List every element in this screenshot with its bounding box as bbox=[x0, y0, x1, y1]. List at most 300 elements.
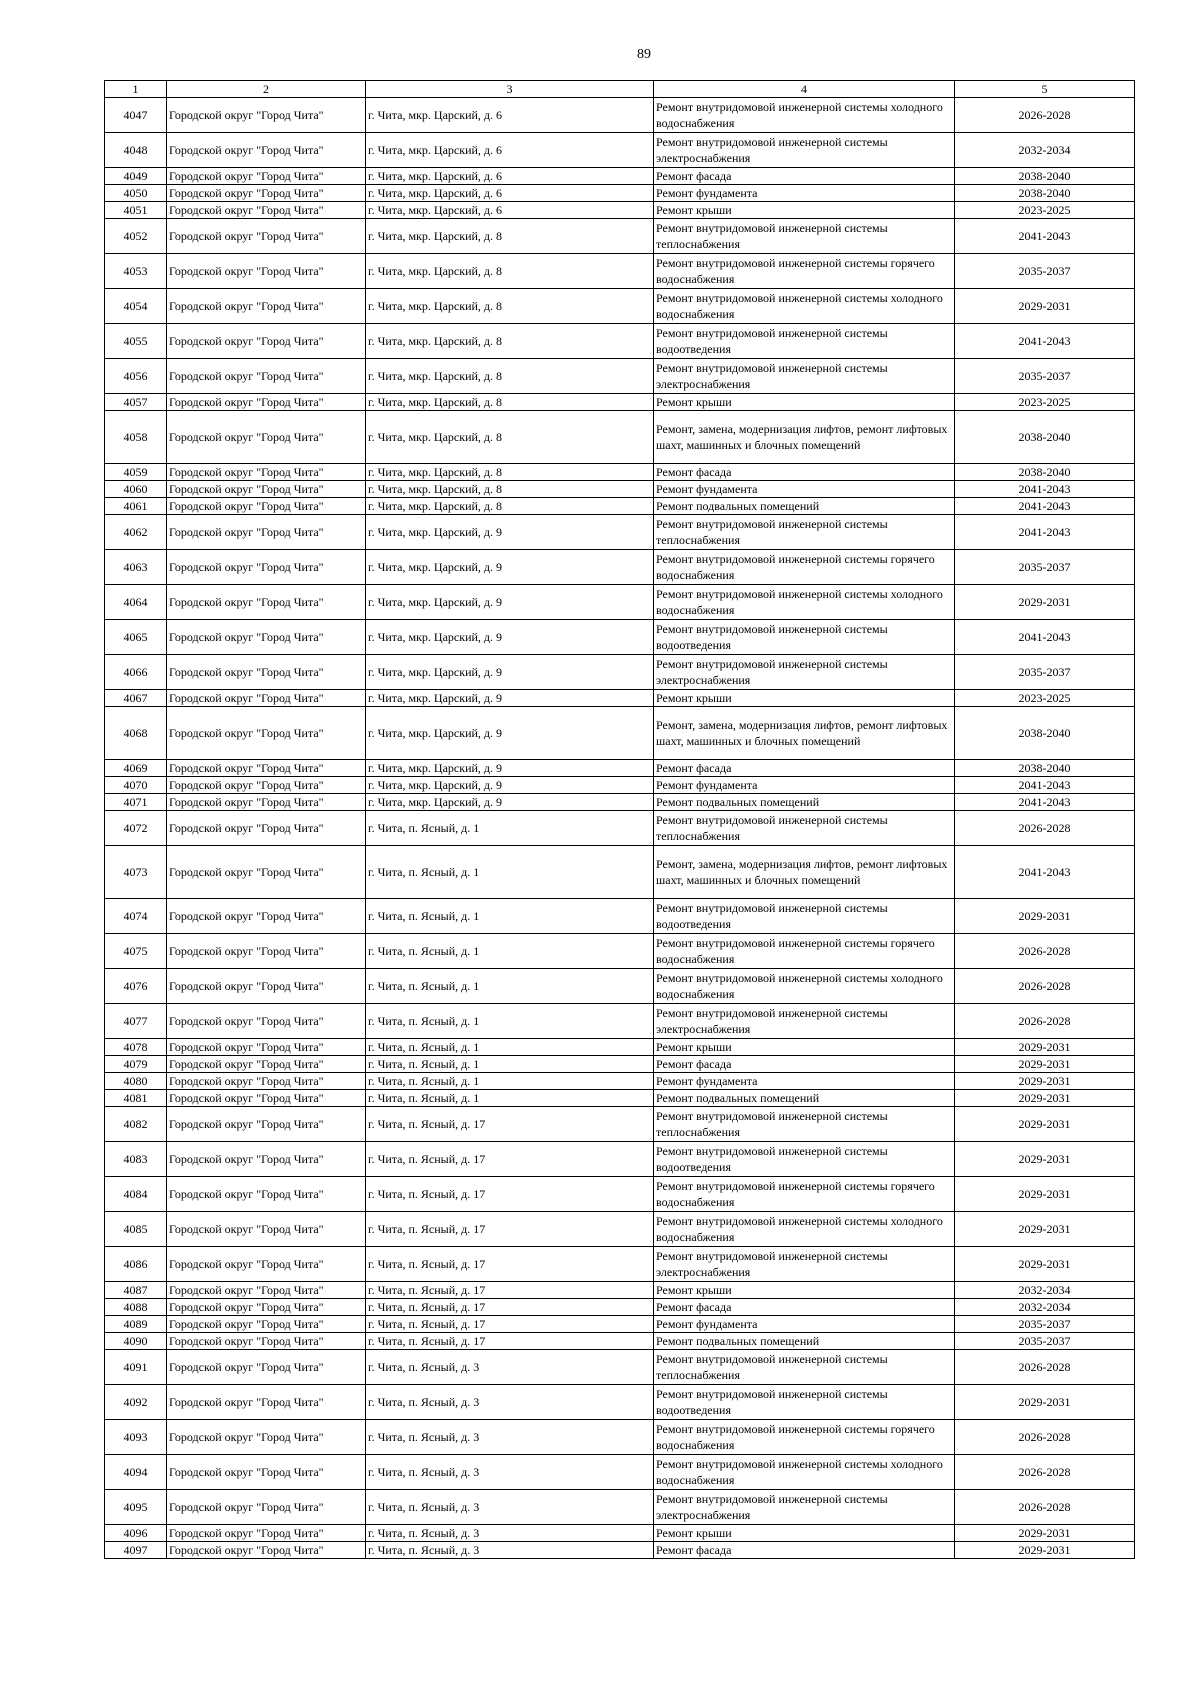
work-type-cell: Ремонт внутридомовой инженерной системы водоотведения bbox=[654, 899, 955, 934]
row-number-cell: 4076 bbox=[105, 969, 167, 1004]
table-row bbox=[105, 1282, 1135, 1299]
municipality-cell: Городской округ "Город Чита" bbox=[167, 1282, 366, 1299]
municipality-cell: Городской округ "Город Чита" bbox=[167, 620, 366, 655]
address-cell: г. Чита, мкр. Царский, д. 6 bbox=[366, 202, 654, 219]
address-cell: г. Чита, п. Ясный, д. 17 bbox=[366, 1107, 654, 1142]
period-cell: 2041-2043 bbox=[955, 794, 1135, 811]
row-number-cell: 4083 bbox=[105, 1142, 167, 1177]
table-row bbox=[105, 481, 1135, 498]
address-cell: г. Чита, п. Ясный, д. 17 bbox=[366, 1212, 654, 1247]
work-type-cell: Ремонт, замена, модернизация лифтов, ремонт лифтовых шахт, машинных и блочных помещений bbox=[654, 846, 955, 899]
row-number-cell: 4057 bbox=[105, 394, 167, 411]
row-number-cell: 4055 bbox=[105, 324, 167, 359]
row-number-cell: 4061 bbox=[105, 498, 167, 515]
municipality-cell: Городской округ "Город Чита" bbox=[167, 1316, 366, 1333]
row-number-cell: 4088 bbox=[105, 1299, 167, 1316]
address-cell: г. Чита, п. Ясный, д. 17 bbox=[366, 1333, 654, 1350]
table-row bbox=[105, 1420, 1135, 1455]
municipality-cell: Городской округ "Город Чита" bbox=[167, 185, 366, 202]
municipality-cell: Городской округ "Город Чита" bbox=[167, 1004, 366, 1039]
municipality-cell: Городской округ "Город Чита" bbox=[167, 1142, 366, 1177]
address-cell: г. Чита, п. Ясный, д. 3 bbox=[366, 1490, 654, 1525]
work-type-cell: Ремонт внутридомовой инженерной системы теплоснабжения bbox=[654, 219, 955, 254]
row-number-cell: 4070 bbox=[105, 777, 167, 794]
table-row bbox=[105, 254, 1135, 289]
address-cell: г. Чита, п. Ясный, д. 17 bbox=[366, 1316, 654, 1333]
municipality-cell: Городской округ "Город Чита" bbox=[167, 1542, 366, 1559]
work-type-cell: Ремонт фасада bbox=[654, 1542, 955, 1559]
row-number-cell: 4089 bbox=[105, 1316, 167, 1333]
period-cell: 2035-2037 bbox=[955, 1316, 1135, 1333]
address-cell: г. Чита, п. Ясный, д. 17 bbox=[366, 1177, 654, 1212]
work-type-cell: Ремонт внутридомовой инженерной системы горячего водоснабжения bbox=[654, 254, 955, 289]
table-row bbox=[105, 515, 1135, 550]
address-cell: г. Чита, мкр. Царский, д. 8 bbox=[366, 254, 654, 289]
municipality-cell: Городской округ "Город Чита" bbox=[167, 1385, 366, 1420]
address-cell: г. Чита, п. Ясный, д. 1 bbox=[366, 811, 654, 846]
period-cell: 2032-2034 bbox=[955, 1299, 1135, 1316]
work-type-cell: Ремонт внутридомовой инженерной системы горячего водоснабжения bbox=[654, 1420, 955, 1455]
work-type-cell: Ремонт фасада bbox=[654, 1299, 955, 1316]
work-type-cell: Ремонт внутридомовой инженерной системы холодного водоснабжения bbox=[654, 98, 955, 133]
work-type-cell: Ремонт внутридомовой инженерной системы электроснабжения bbox=[654, 359, 955, 394]
period-cell: 2029-2031 bbox=[955, 1247, 1135, 1282]
row-number-cell: 4049 bbox=[105, 168, 167, 185]
table-row bbox=[105, 585, 1135, 620]
municipality-cell: Городской округ "Город Чита" bbox=[167, 811, 366, 846]
table-row bbox=[105, 1316, 1135, 1333]
row-number-cell: 4065 bbox=[105, 620, 167, 655]
address-cell: г. Чита, п. Ясный, д. 3 bbox=[366, 1420, 654, 1455]
address-cell: г. Чита, п. Ясный, д. 17 bbox=[366, 1299, 654, 1316]
table-row bbox=[105, 1455, 1135, 1490]
municipality-cell: Городской округ "Город Чита" bbox=[167, 98, 366, 133]
municipality-cell: Городской округ "Город Чита" bbox=[167, 707, 366, 760]
row-number-cell: 4081 bbox=[105, 1090, 167, 1107]
work-type-cell: Ремонт крыши bbox=[654, 394, 955, 411]
table-row bbox=[105, 1212, 1135, 1247]
period-cell: 2029-2031 bbox=[955, 1039, 1135, 1056]
row-number-cell: 4086 bbox=[105, 1247, 167, 1282]
period-cell: 2038-2040 bbox=[955, 707, 1135, 760]
address-cell: г. Чита, мкр. Царский, д. 9 bbox=[366, 585, 654, 620]
row-number-cell: 4080 bbox=[105, 1073, 167, 1090]
row-number-cell: 4079 bbox=[105, 1056, 167, 1073]
table-row bbox=[105, 620, 1135, 655]
address-cell: г. Чита, мкр. Царский, д. 9 bbox=[366, 777, 654, 794]
period-cell: 2026-2028 bbox=[955, 1455, 1135, 1490]
table-row bbox=[105, 324, 1135, 359]
municipality-cell: Городской округ "Город Чита" bbox=[167, 168, 366, 185]
row-number-cell: 4078 bbox=[105, 1039, 167, 1056]
table-row bbox=[105, 1090, 1135, 1107]
row-number-cell: 4058 bbox=[105, 411, 167, 464]
period-cell: 2026-2028 bbox=[955, 98, 1135, 133]
municipality-cell: Городской округ "Город Чита" bbox=[167, 1073, 366, 1090]
period-cell: 2041-2043 bbox=[955, 324, 1135, 359]
column-header: 5 bbox=[955, 81, 1135, 98]
work-type-cell: Ремонт внутридомовой инженерной системы электроснабжения bbox=[654, 655, 955, 690]
municipality-cell: Городской округ "Город Чита" bbox=[167, 899, 366, 934]
address-cell: г. Чита, п. Ясный, д. 1 bbox=[366, 1090, 654, 1107]
work-type-cell: Ремонт внутридомовой инженерной системы теплоснабжения bbox=[654, 1350, 955, 1385]
address-cell: г. Чита, мкр. Царский, д. 8 bbox=[366, 498, 654, 515]
table-row bbox=[105, 690, 1135, 707]
row-number-cell: 4087 bbox=[105, 1282, 167, 1299]
period-cell: 2038-2040 bbox=[955, 464, 1135, 481]
address-cell: г. Чита, мкр. Царский, д. 8 bbox=[366, 289, 654, 324]
work-type-cell: Ремонт внутридомовой инженерной системы электроснабжения bbox=[654, 133, 955, 168]
table-row bbox=[105, 969, 1135, 1004]
row-number-cell: 4085 bbox=[105, 1212, 167, 1247]
work-type-cell: Ремонт внутридомовой инженерной системы холодного водоснабжения bbox=[654, 969, 955, 1004]
municipality-cell: Городской округ "Город Чита" bbox=[167, 690, 366, 707]
municipality-cell: Городской округ "Город Чита" bbox=[167, 550, 366, 585]
address-cell: г. Чита, п. Ясный, д. 1 bbox=[366, 1056, 654, 1073]
period-cell: 2035-2037 bbox=[955, 254, 1135, 289]
table-row bbox=[105, 98, 1135, 133]
address-cell: г. Чита, п. Ясный, д. 1 bbox=[366, 899, 654, 934]
work-type-cell: Ремонт внутридомовой инженерной системы холодного водоснабжения bbox=[654, 1212, 955, 1247]
period-cell: 2029-2031 bbox=[955, 1385, 1135, 1420]
period-cell: 2023-2025 bbox=[955, 690, 1135, 707]
work-type-cell: Ремонт крыши bbox=[654, 1525, 955, 1542]
period-cell: 2035-2037 bbox=[955, 359, 1135, 394]
row-number-cell: 4056 bbox=[105, 359, 167, 394]
work-type-cell: Ремонт внутридомовой инженерной системы водоотведения bbox=[654, 1385, 955, 1420]
municipality-cell: Городской округ "Город Чита" bbox=[167, 254, 366, 289]
row-number-cell: 4091 bbox=[105, 1350, 167, 1385]
work-type-cell: Ремонт крыши bbox=[654, 202, 955, 219]
municipality-cell: Городской округ "Город Чита" bbox=[167, 359, 366, 394]
table-row bbox=[105, 811, 1135, 846]
period-cell: 2029-2031 bbox=[955, 1177, 1135, 1212]
table-row bbox=[105, 1350, 1135, 1385]
address-cell: г. Чита, мкр. Царский, д. 9 bbox=[366, 794, 654, 811]
municipality-cell: Городской округ "Город Чита" bbox=[167, 1247, 366, 1282]
period-cell: 2038-2040 bbox=[955, 185, 1135, 202]
period-cell: 2026-2028 bbox=[955, 1420, 1135, 1455]
table-row bbox=[105, 1177, 1135, 1212]
row-number-cell: 4090 bbox=[105, 1333, 167, 1350]
period-cell: 2038-2040 bbox=[955, 411, 1135, 464]
work-type-cell: Ремонт внутридомовой инженерной системы водоотведения bbox=[654, 1142, 955, 1177]
period-cell: 2041-2043 bbox=[955, 515, 1135, 550]
period-cell: 2026-2028 bbox=[955, 1350, 1135, 1385]
table-row bbox=[105, 1333, 1135, 1350]
period-cell: 2029-2031 bbox=[955, 1542, 1135, 1559]
table-row bbox=[105, 1039, 1135, 1056]
work-type-cell: Ремонт внутридомовой инженерной системы электроснабжения bbox=[654, 1490, 955, 1525]
period-cell: 2038-2040 bbox=[955, 760, 1135, 777]
table-row bbox=[105, 1247, 1135, 1282]
row-number-cell: 4060 bbox=[105, 481, 167, 498]
row-number-cell: 4095 bbox=[105, 1490, 167, 1525]
table-row bbox=[105, 934, 1135, 969]
work-type-cell: Ремонт внутридомовой инженерной системы холодного водоснабжения bbox=[654, 585, 955, 620]
row-number-cell: 4052 bbox=[105, 219, 167, 254]
table-row bbox=[105, 707, 1135, 760]
row-number-cell: 4069 bbox=[105, 760, 167, 777]
address-cell: г. Чита, мкр. Царский, д. 6 bbox=[366, 133, 654, 168]
row-number-cell: 4073 bbox=[105, 846, 167, 899]
period-cell: 2038-2040 bbox=[955, 168, 1135, 185]
table-row bbox=[105, 550, 1135, 585]
row-number-cell: 4094 bbox=[105, 1455, 167, 1490]
municipality-cell: Городской округ "Город Чита" bbox=[167, 1350, 366, 1385]
row-number-cell: 4082 bbox=[105, 1107, 167, 1142]
table-row bbox=[105, 411, 1135, 464]
address-cell: г. Чита, п. Ясный, д. 1 bbox=[366, 1039, 654, 1056]
period-cell: 2029-2031 bbox=[955, 1107, 1135, 1142]
municipality-cell: Городской округ "Город Чита" bbox=[167, 202, 366, 219]
municipality-cell: Городской округ "Город Чита" bbox=[167, 1490, 366, 1525]
municipality-cell: Городской округ "Город Чита" bbox=[167, 411, 366, 464]
repair-schedule-table bbox=[104, 80, 1135, 1559]
work-type-cell: Ремонт, замена, модернизация лифтов, ремонт лифтовых шахт, машинных и блочных помещений bbox=[654, 707, 955, 760]
address-cell: г. Чита, мкр. Царский, д. 8 bbox=[366, 464, 654, 481]
table-row bbox=[105, 289, 1135, 324]
address-cell: г. Чита, п. Ясный, д. 1 bbox=[366, 934, 654, 969]
table-row bbox=[105, 185, 1135, 202]
column-header: 1 bbox=[105, 81, 167, 98]
table-row bbox=[105, 219, 1135, 254]
table-row bbox=[105, 846, 1135, 899]
row-number-cell: 4072 bbox=[105, 811, 167, 846]
column-header: 4 bbox=[654, 81, 955, 98]
address-cell: г. Чита, п. Ясный, д. 17 bbox=[366, 1247, 654, 1282]
table-row bbox=[105, 1542, 1135, 1559]
work-type-cell: Ремонт внутридомовой инженерной системы холодного водоснабжения bbox=[654, 289, 955, 324]
work-type-cell: Ремонт внутридомовой инженерной системы холодного водоснабжения bbox=[654, 1455, 955, 1490]
period-cell: 2026-2028 bbox=[955, 934, 1135, 969]
work-type-cell: Ремонт фундамента bbox=[654, 1316, 955, 1333]
work-type-cell: Ремонт внутридомовой инженерной системы электроснабжения bbox=[654, 1247, 955, 1282]
work-type-cell: Ремонт внутридомовой инженерной системы теплоснабжения bbox=[654, 1107, 955, 1142]
address-cell: г. Чита, мкр. Царский, д. 9 bbox=[366, 515, 654, 550]
work-type-cell: Ремонт крыши bbox=[654, 1039, 955, 1056]
table-row bbox=[105, 133, 1135, 168]
row-number-cell: 4084 bbox=[105, 1177, 167, 1212]
row-number-cell: 4054 bbox=[105, 289, 167, 324]
table-row bbox=[105, 359, 1135, 394]
municipality-cell: Городской округ "Город Чита" bbox=[167, 934, 366, 969]
table-row bbox=[105, 1073, 1135, 1090]
period-cell: 2026-2028 bbox=[955, 811, 1135, 846]
row-number-cell: 4096 bbox=[105, 1525, 167, 1542]
work-type-cell: Ремонт фасада bbox=[654, 1056, 955, 1073]
address-cell: г. Чита, мкр. Царский, д. 8 bbox=[366, 481, 654, 498]
table-row bbox=[105, 202, 1135, 219]
period-cell: 2029-2031 bbox=[955, 585, 1135, 620]
table-row bbox=[105, 899, 1135, 934]
address-cell: г. Чита, мкр. Царский, д. 9 bbox=[366, 620, 654, 655]
table-row bbox=[105, 1107, 1135, 1142]
row-number-cell: 4075 bbox=[105, 934, 167, 969]
municipality-cell: Городской округ "Город Чита" bbox=[167, 794, 366, 811]
municipality-cell: Городской округ "Город Чита" bbox=[167, 1420, 366, 1455]
work-type-cell: Ремонт крыши bbox=[654, 690, 955, 707]
address-cell: г. Чита, п. Ясный, д. 1 bbox=[366, 1073, 654, 1090]
period-cell: 2041-2043 bbox=[955, 846, 1135, 899]
municipality-cell: Городской округ "Город Чита" bbox=[167, 481, 366, 498]
period-cell: 2029-2031 bbox=[955, 1090, 1135, 1107]
work-type-cell: Ремонт подвальных помещений bbox=[654, 794, 955, 811]
table-row bbox=[105, 464, 1135, 481]
address-cell: г. Чита, п. Ясный, д. 1 bbox=[366, 969, 654, 1004]
period-cell: 2041-2043 bbox=[955, 777, 1135, 794]
row-number-cell: 4051 bbox=[105, 202, 167, 219]
address-cell: г. Чита, п. Ясный, д. 1 bbox=[366, 846, 654, 899]
work-type-cell: Ремонт внутридомовой инженерной системы водоотведения bbox=[654, 324, 955, 359]
work-type-cell: Ремонт фасада bbox=[654, 760, 955, 777]
municipality-cell: Городской округ "Город Чита" bbox=[167, 515, 366, 550]
row-number-cell: 4064 bbox=[105, 585, 167, 620]
row-number-cell: 4093 bbox=[105, 1420, 167, 1455]
work-type-cell: Ремонт фундамента bbox=[654, 481, 955, 498]
address-cell: г. Чита, мкр. Царский, д. 9 bbox=[366, 690, 654, 707]
row-number-cell: 4077 bbox=[105, 1004, 167, 1039]
row-number-cell: 4097 bbox=[105, 1542, 167, 1559]
work-type-cell: Ремонт фундамента bbox=[654, 1073, 955, 1090]
row-number-cell: 4048 bbox=[105, 133, 167, 168]
period-cell: 2026-2028 bbox=[955, 1004, 1135, 1039]
municipality-cell: Городской округ "Город Чита" bbox=[167, 1525, 366, 1542]
table-row bbox=[105, 1056, 1135, 1073]
period-cell: 2035-2037 bbox=[955, 655, 1135, 690]
work-type-cell: Ремонт подвальных помещений bbox=[654, 1090, 955, 1107]
municipality-cell: Городской округ "Город Чита" bbox=[167, 1333, 366, 1350]
period-cell: 2029-2031 bbox=[955, 899, 1135, 934]
column-header: 2 bbox=[167, 81, 366, 98]
municipality-cell: Городской округ "Город Чита" bbox=[167, 1212, 366, 1247]
period-cell: 2023-2025 bbox=[955, 394, 1135, 411]
table-row bbox=[105, 1004, 1135, 1039]
municipality-cell: Городской округ "Город Чита" bbox=[167, 219, 366, 254]
table-row bbox=[105, 760, 1135, 777]
period-cell: 2029-2031 bbox=[955, 1525, 1135, 1542]
period-cell: 2023-2025 bbox=[955, 202, 1135, 219]
work-type-cell: Ремонт внутридомовой инженерной системы горячего водоснабжения bbox=[654, 550, 955, 585]
address-cell: г. Чита, мкр. Царский, д. 6 bbox=[366, 185, 654, 202]
address-cell: г. Чита, п. Ясный, д. 3 bbox=[366, 1385, 654, 1420]
municipality-cell: Городской округ "Город Чита" bbox=[167, 1039, 366, 1056]
municipality-cell: Городской округ "Город Чита" bbox=[167, 1090, 366, 1107]
address-cell: г. Чита, мкр. Царский, д. 9 bbox=[366, 760, 654, 777]
column-header: 3 bbox=[366, 81, 654, 98]
address-cell: г. Чита, п. Ясный, д. 1 bbox=[366, 1004, 654, 1039]
page-number: 89 bbox=[637, 47, 651, 62]
address-cell: г. Чита, мкр. Царский, д. 8 bbox=[366, 411, 654, 464]
period-cell: 2041-2043 bbox=[955, 481, 1135, 498]
period-cell: 2032-2034 bbox=[955, 133, 1135, 168]
work-type-cell: Ремонт внутридомовой инженерной системы горячего водоснабжения bbox=[654, 1177, 955, 1212]
table-row bbox=[105, 777, 1135, 794]
table-row bbox=[105, 394, 1135, 411]
period-cell: 2029-2031 bbox=[955, 1056, 1135, 1073]
period-cell: 2035-2037 bbox=[955, 550, 1135, 585]
address-cell: г. Чита, мкр. Царский, д. 6 bbox=[366, 168, 654, 185]
column-number-header-row bbox=[105, 81, 1135, 98]
municipality-cell: Городской округ "Город Чита" bbox=[167, 1299, 366, 1316]
row-number-cell: 4047 bbox=[105, 98, 167, 133]
address-cell: г. Чита, мкр. Царский, д. 8 bbox=[366, 324, 654, 359]
address-cell: г. Чита, мкр. Царский, д. 9 bbox=[366, 550, 654, 585]
row-number-cell: 4071 bbox=[105, 794, 167, 811]
row-number-cell: 4062 bbox=[105, 515, 167, 550]
work-type-cell: Ремонт фундамента bbox=[654, 777, 955, 794]
row-number-cell: 4059 bbox=[105, 464, 167, 481]
table-row bbox=[105, 1490, 1135, 1525]
municipality-cell: Городской округ "Город Чита" bbox=[167, 760, 366, 777]
municipality-cell: Городской округ "Город Чита" bbox=[167, 1056, 366, 1073]
period-cell: 2026-2028 bbox=[955, 969, 1135, 1004]
work-type-cell: Ремонт подвальных помещений bbox=[654, 498, 955, 515]
work-type-cell: Ремонт внутридомовой инженерной системы водоотведения bbox=[654, 620, 955, 655]
period-cell: 2029-2031 bbox=[955, 1073, 1135, 1090]
work-type-cell: Ремонт фасада bbox=[654, 464, 955, 481]
municipality-cell: Городской округ "Город Чита" bbox=[167, 585, 366, 620]
period-cell: 2041-2043 bbox=[955, 219, 1135, 254]
address-cell: г. Чита, мкр. Царский, д. 8 bbox=[366, 394, 654, 411]
row-number-cell: 4068 bbox=[105, 707, 167, 760]
municipality-cell: Городской округ "Город Чита" bbox=[167, 1177, 366, 1212]
row-number-cell: 4053 bbox=[105, 254, 167, 289]
table-row bbox=[105, 1385, 1135, 1420]
period-cell: 2041-2043 bbox=[955, 498, 1135, 515]
address-cell: г. Чита, мкр. Царский, д. 8 bbox=[366, 359, 654, 394]
municipality-cell: Городской округ "Город Чита" bbox=[167, 324, 366, 359]
table-row bbox=[105, 1525, 1135, 1542]
municipality-cell: Городской округ "Город Чита" bbox=[167, 464, 366, 481]
address-cell: г. Чита, п. Ясный, д. 3 bbox=[366, 1455, 654, 1490]
period-cell: 2032-2034 bbox=[955, 1282, 1135, 1299]
row-number-cell: 4050 bbox=[105, 185, 167, 202]
municipality-cell: Городской округ "Город Чита" bbox=[167, 289, 366, 324]
address-cell: г. Чита, п. Ясный, д. 17 bbox=[366, 1142, 654, 1177]
work-type-cell: Ремонт внутридомовой инженерной системы электроснабжения bbox=[654, 1004, 955, 1039]
table-row bbox=[105, 794, 1135, 811]
municipality-cell: Городской округ "Город Чита" bbox=[167, 1455, 366, 1490]
work-type-cell: Ремонт фундамента bbox=[654, 185, 955, 202]
row-number-cell: 4063 bbox=[105, 550, 167, 585]
address-cell: г. Чита, п. Ясный, д. 3 bbox=[366, 1542, 654, 1559]
work-type-cell: Ремонт фасада bbox=[654, 168, 955, 185]
municipality-cell: Городской округ "Город Чита" bbox=[167, 1107, 366, 1142]
municipality-cell: Городской округ "Город Чита" bbox=[167, 969, 366, 1004]
work-type-cell: Ремонт подвальных помещений bbox=[654, 1333, 955, 1350]
table-body bbox=[105, 98, 1135, 1559]
row-number-cell: 4092 bbox=[105, 1385, 167, 1420]
row-number-cell: 4074 bbox=[105, 899, 167, 934]
municipality-cell: Городской округ "Город Чита" bbox=[167, 777, 366, 794]
table-row bbox=[105, 1142, 1135, 1177]
work-type-cell: Ремонт внутридомовой инженерной системы теплоснабжения bbox=[654, 515, 955, 550]
period-cell: 2029-2031 bbox=[955, 1212, 1135, 1247]
work-type-cell: Ремонт внутридомовой инженерной системы горячего водоснабжения bbox=[654, 934, 955, 969]
work-type-cell: Ремонт, замена, модернизация лифтов, ремонт лифтовых шахт, машинных и блочных помещений bbox=[654, 411, 955, 464]
period-cell: 2041-2043 bbox=[955, 620, 1135, 655]
municipality-cell: Городской округ "Город Чита" bbox=[167, 498, 366, 515]
address-cell: г. Чита, п. Ясный, д. 17 bbox=[366, 1282, 654, 1299]
table-row bbox=[105, 168, 1135, 185]
table-row bbox=[105, 1299, 1135, 1316]
period-cell: 2035-2037 bbox=[955, 1333, 1135, 1350]
period-cell: 2029-2031 bbox=[955, 1142, 1135, 1177]
period-cell: 2026-2028 bbox=[955, 1490, 1135, 1525]
work-type-cell: Ремонт крыши bbox=[654, 1282, 955, 1299]
municipality-cell: Городской округ "Город Чита" bbox=[167, 846, 366, 899]
